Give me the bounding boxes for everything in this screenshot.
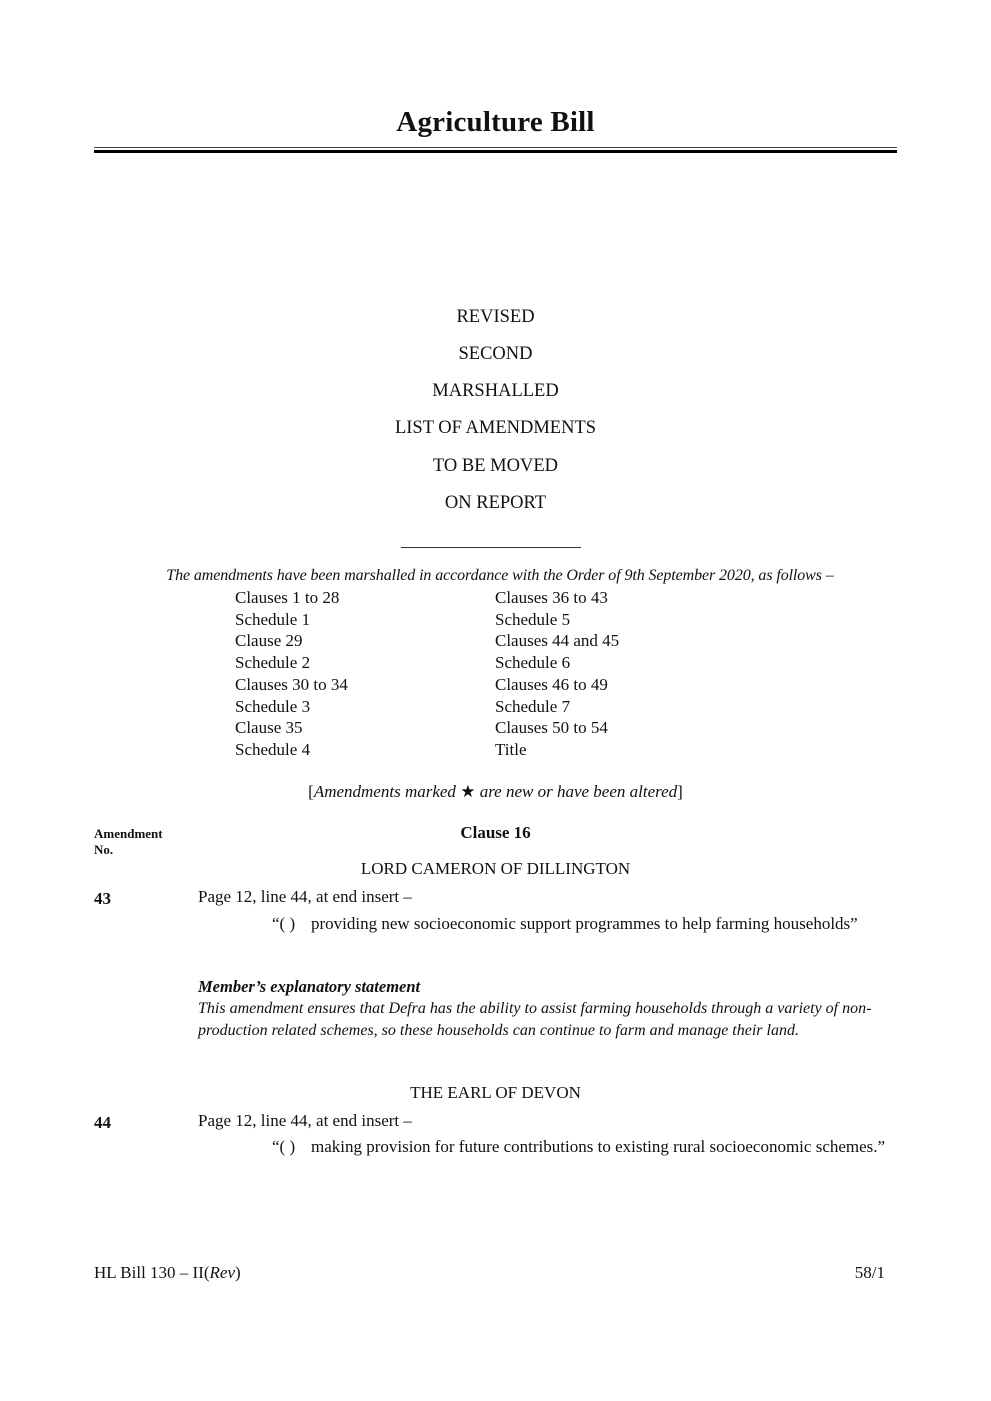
amendment-number: 43 [94,889,111,908]
amendment-location: Page 12, line 44, at end insert – [198,887,412,906]
heading-line-marshalled: MARSHALLED [432,381,559,401]
document-title: Agriculture Bill [396,106,595,138]
order-item: Schedule 2 [235,653,311,673]
bill-ref-prefix: HL Bill 130 – II( [94,1263,210,1282]
order-item: Clauses 50 to 54 [495,718,608,738]
section-divider [401,547,581,548]
order-item: Schedule 3 [235,696,311,716]
order-item: Schedule 7 [495,696,571,716]
member-name: THE EARL OF DEVON [410,1083,581,1102]
amendment-header-line2: No. [94,842,114,857]
bill-ref-rev: Rev [209,1263,236,1282]
order-item: Clause 29 [235,631,303,651]
amendment-location: Page 12, line 44, at end insert – [198,1111,412,1130]
bill-ref-suffix: ) [235,1263,241,1282]
amendment-marker-note [0,781,991,803]
explanatory-statement-title: Member’s explanatory statement [198,977,421,996]
order-item: Clauses 46 to 49 [495,674,608,694]
title-rule-thick [94,150,897,153]
order-list-left [235,587,348,761]
note-close-bracket: ] [677,782,683,801]
quote-text: providing new socioeconomic support programmes to help farming households” [311,914,858,933]
order-item: Title [495,739,527,759]
heading-line-to-be-moved: TO BE MOVED [432,456,559,476]
order-item: Clauses 30 to 34 [235,674,348,694]
member-name: LORD CAMERON OF DILLINGTON [360,859,631,878]
order-item: Clauses 44 and 45 [495,631,620,651]
amendment-inserted-text [272,1136,897,1158]
title-rule-thin [94,147,897,148]
order-item: Schedule 6 [495,653,571,673]
order-item: Clause 35 [235,718,303,738]
heading-line-revised: REVISED [456,307,535,327]
heading-line-second: SECOND [458,344,533,364]
clause-heading: Clause 16 [460,823,531,842]
amendment-inserted-text [272,913,897,935]
order-item: Schedule 1 [235,609,311,629]
heading-line-list-of-amendments: LIST OF AMENDMENTS [394,418,597,438]
order-item: Schedule 4 [235,739,311,759]
bill-reference [94,1263,241,1283]
amendment-header-line1: Amendment [94,826,163,841]
page-reference: 58/1 [854,1263,885,1282]
order-list-right [495,587,619,761]
note-open-bracket: [ [308,782,314,801]
note-text-after: are new or have been altered [475,782,678,801]
marshalling-intro: The amendments have been marshalled in accordance with the Order of 9th September 2020, as follows – [166,567,834,584]
amendment-number: 44 [94,1113,111,1132]
quote-text: making provision for future contributions to existing rural socioeconomic schemes.” [311,1137,886,1156]
order-item: Schedule 5 [495,609,571,629]
note-text-before: Amendments marked [313,782,461,801]
quote-open: “( ) [272,1137,296,1156]
star-icon: ★ [460,782,476,801]
heading-line-on-report: ON REPORT [444,493,547,513]
order-item: Clauses 1 to 28 [235,588,340,607]
order-item: Clauses 36 to 43 [495,588,608,607]
quote-open: “( ) [272,914,296,933]
explanatory-statement-text: This amendment ensures that Defra has the ability to assist farming households through a variety of non-production related schemes, so these households can continue to farm and manage their land. [198,1000,872,1039]
